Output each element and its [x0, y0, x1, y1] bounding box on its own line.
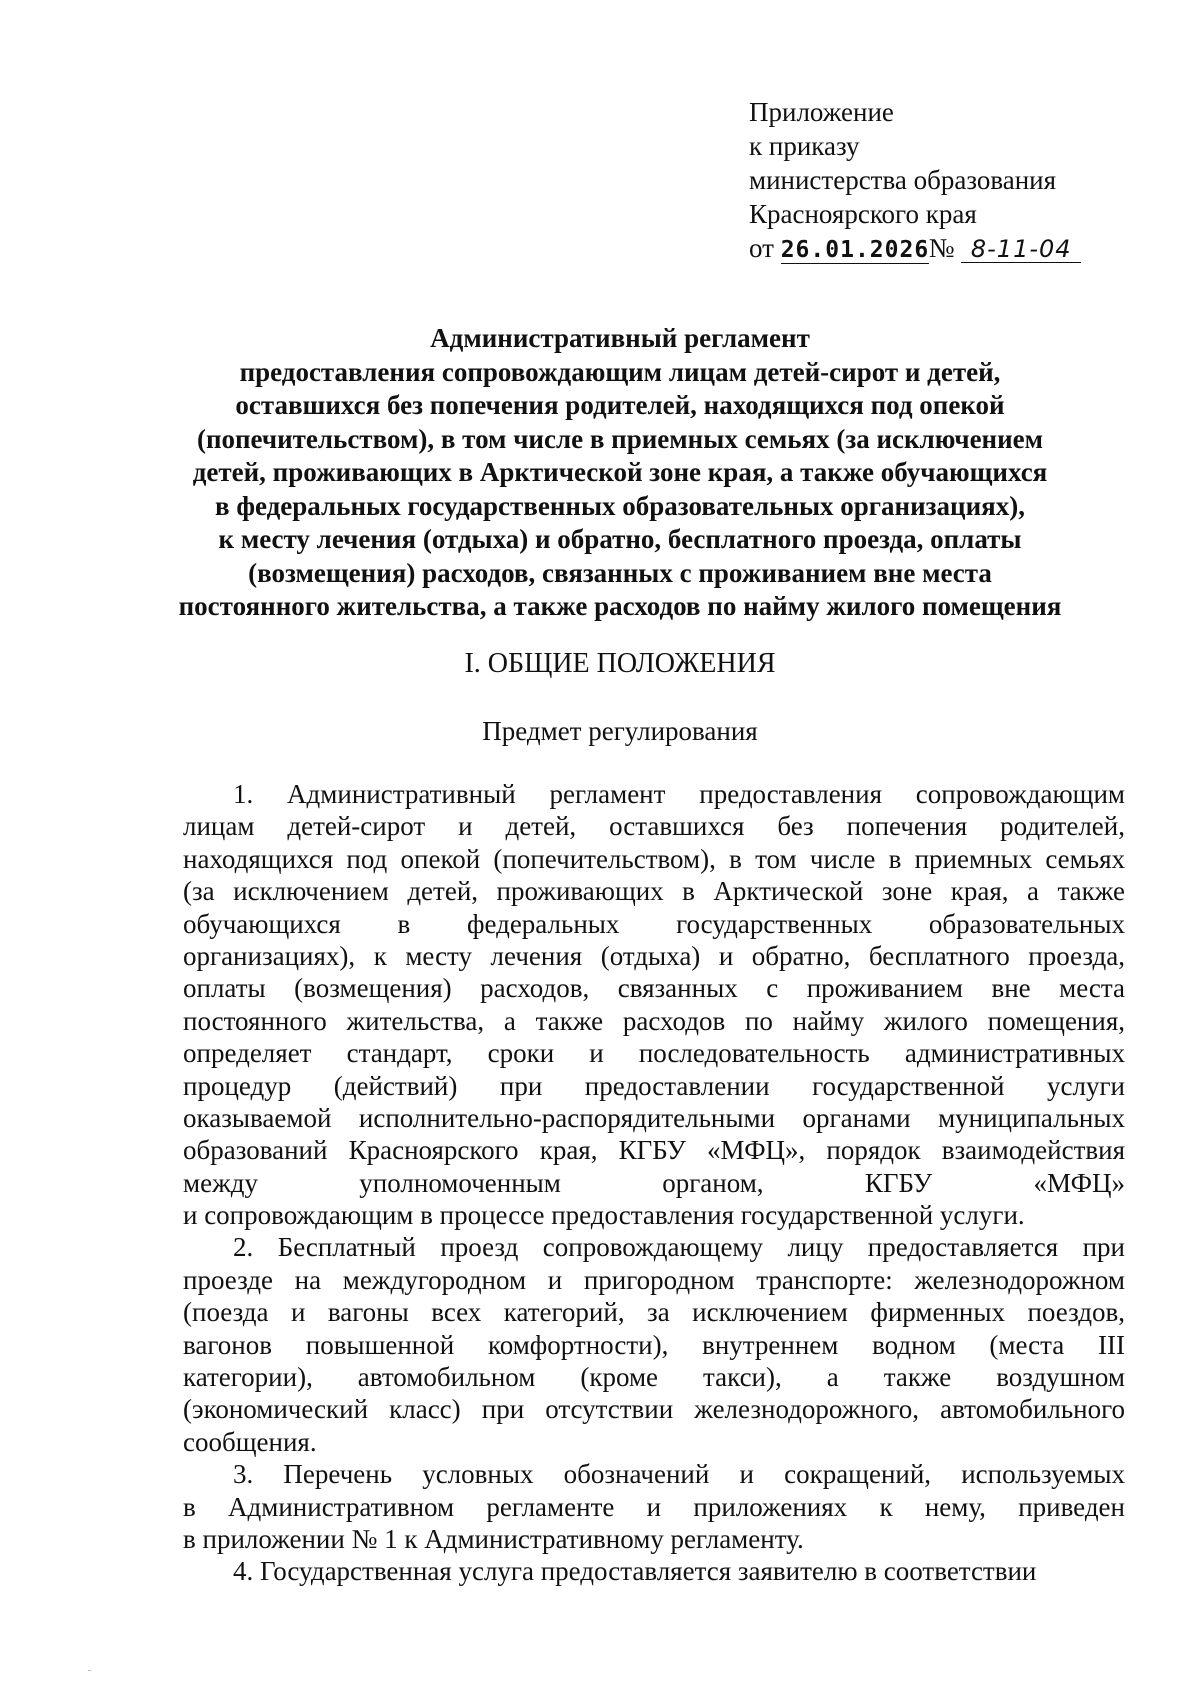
body-line: в приложении № 1 к Административному регламенту.	[183, 1523, 804, 1554]
appendix-date-line	[749, 231, 1081, 265]
body-text	[183, 778, 1125, 1588]
document-title	[160, 322, 1080, 624]
title-line: детей, проживающих в Арктической зоне края, а также обучающихся	[192, 457, 1048, 487]
appendix-block	[749, 95, 1081, 265]
body-line: сообщения.	[183, 1426, 317, 1457]
date-value: 26.01.2026	[780, 237, 930, 263]
title-line: (попечительством), в том числе в приемных семьях (за исключением	[196, 423, 1044, 454]
number-value: 8-11-04	[961, 236, 1081, 263]
date-prefix: от	[749, 233, 774, 263]
body-line: проезде на междугородном и пригородном транспорте: железнодорожном	[183, 1264, 1125, 1295]
appendix-line: Красноярского края	[749, 199, 977, 229]
title-line: (возмещения) расходов, связанных с проживанием вне места	[248, 557, 992, 588]
title-line: в федеральных государственных образовательных организациях),	[215, 490, 1025, 521]
body-line: оказываемой исполнительно-распорядительными органами муниципальных	[183, 1102, 1125, 1133]
title-line: к месту лечения (отдыха) и обратно, бесплатного проезда, оплаты	[218, 524, 1022, 554]
body-line: и сопровождающим в процессе предоставления государственной услуги.	[183, 1200, 1025, 1231]
section-heading: I. ОБЩИЕ ПОЛОЖЕНИЯ	[464, 648, 776, 679]
body-line: (поезда и вагоны всех категорий, за исключением фирменных поездов,	[183, 1297, 1125, 1328]
body-line: лицам детей-сирот и детей, оставшихся без попечения родителей,	[183, 811, 1125, 842]
body-line: обучающихся в федеральных государственных образовательных	[183, 908, 1125, 939]
appendix-line: к приказу	[749, 131, 860, 161]
appendix-line: министерства образования	[749, 165, 1057, 195]
title-line: постоянного жительства, а также расходов по найму жилого помещения	[178, 591, 1062, 621]
scan-speck	[88, 1670, 91, 1671]
body-line: (за исключением детей, проживающих в Арктической зоне края, а также	[183, 876, 1125, 907]
appendix-line: Приложение	[749, 97, 894, 127]
body-line: постоянного жительства, а также расходов по найму жилого помещения,	[183, 1005, 1125, 1036]
body-line: 3. Перечень условных обозначений и сокращений, используемых	[233, 1459, 1125, 1490]
body-line: между уполномоченным органом, КГБУ «МФЦ»	[183, 1167, 1125, 1198]
title-line: предоставления сопровождающим лицам детей-сирот и детей,	[239, 356, 1001, 387]
body-line: вагонов повышенной комфортности), внутреннем водном (места III	[183, 1329, 1125, 1360]
body-line: определяет стандарт, сроки и последовательность административных	[183, 1038, 1125, 1069]
body-line: образований Красноярского края, КГБУ «МФЦ», порядок взаимодействия	[183, 1135, 1125, 1166]
subsection-heading: Предмет регулирования	[482, 716, 758, 746]
body-line: организациях), к месту лечения (отдыха) и обратно, бесплатного проезда,	[183, 940, 1125, 971]
body-line: 1. Административный регламент предоставления сопровождающим	[233, 779, 1125, 809]
body-line: находящихся под опекой (попечительством), в том числе в приемных семьях	[183, 843, 1125, 874]
body-line: 2. Бесплатный проезд сопровождающему лицу предоставляется при	[233, 1232, 1125, 1263]
title-line: оставшихся без попечения родителей, находящихся под опекой	[235, 390, 1005, 420]
body-line: в Административном регламенте и приложениях к нему, приведен	[183, 1491, 1125, 1522]
body-line: оплаты (возмещения) расходов, связанных с проживанием вне места	[183, 973, 1125, 1004]
body-line: категории), автомобильном (кроме такси), а также воздушном	[183, 1362, 1125, 1393]
body-line: 4. Государственная услуга предоставляется заявителю в соответствии	[233, 1556, 1037, 1587]
body-line: (экономический класс) при отсутствии железнодорожного, автомобильного	[183, 1394, 1125, 1425]
body-line: процедур (действий) при предоставлении государственной услуги	[183, 1070, 1125, 1101]
number-prefix: №	[928, 233, 955, 263]
title-line: Административный регламент	[430, 323, 810, 353]
